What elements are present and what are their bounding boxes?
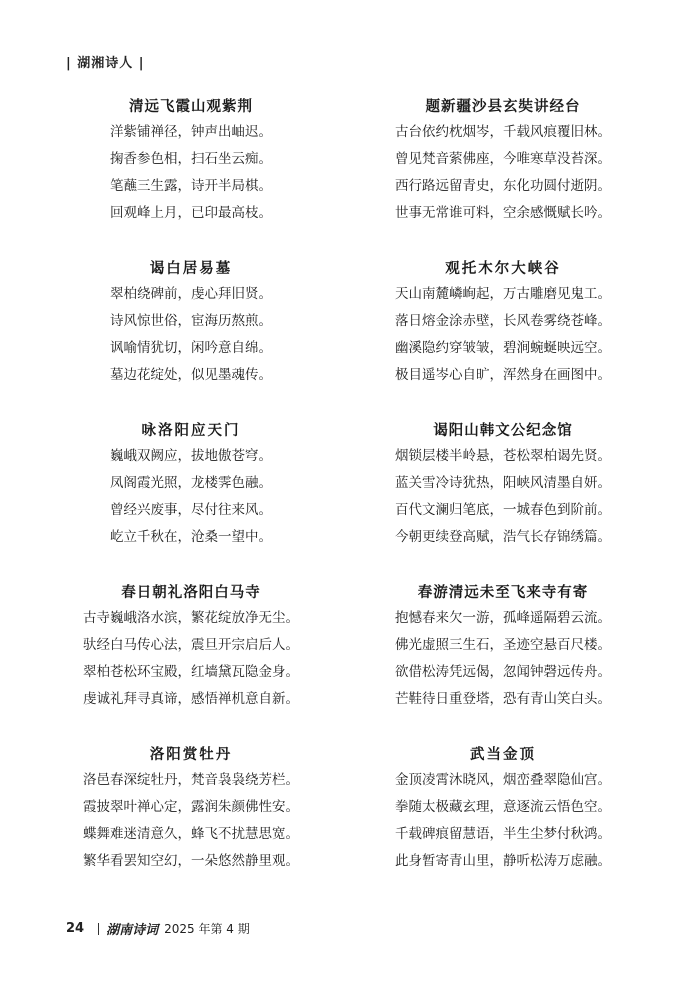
- poem: [378, 259, 628, 421]
- poem-line: 烟锁层楼半岭悬，苍松翠柏谒先贤。: [395, 448, 611, 464]
- poem-line: 笔蘸三生露，诗开半局棋。: [110, 178, 272, 194]
- poem-title: 武当金顶: [470, 746, 536, 763]
- poem-line: 驮经白马传心法，震旦开宗启后人。: [83, 637, 299, 653]
- poem-line: 世事无常谁可料，空余感慨赋长吟。: [395, 205, 611, 221]
- poem-line: 繁华看罢知空幻，一朵悠然静里观。: [83, 853, 299, 869]
- journal-logo: 湖南诗词: [106, 923, 159, 938]
- poem-title: 谒白居易墓: [149, 260, 233, 277]
- poem-title: 洛阳赏牡丹: [149, 746, 233, 763]
- poem: [378, 583, 628, 745]
- poem-line: 曾经兴废事，尽付往来风。: [110, 502, 272, 518]
- poem-line: 拳随太极藏玄理，意逐流云悟色空。: [395, 799, 611, 815]
- poem-line: 落日熔金涂赤壁，长风卷雾绕苍峰。: [395, 313, 611, 329]
- poem-line: 千载碑痕留慧语，半生尘梦付秋鸿。: [395, 826, 611, 842]
- poem: [378, 745, 628, 907]
- poem-title: 题新疆沙县玄奘讲经台: [425, 98, 581, 115]
- poem: [66, 583, 316, 745]
- poem-line: 洋紫铺禅径，钟声出岫迟。: [110, 124, 272, 140]
- poem: [66, 259, 316, 421]
- poem-line: 幽溪隐约穿皱皱，碧涧蜿蜒映远空。: [395, 340, 611, 356]
- poem-title: 观托木尔大峡谷: [445, 260, 561, 277]
- poem: [66, 745, 316, 907]
- poem: [378, 97, 628, 259]
- poem-line: 屹立千秋在，沧桑一望中。: [110, 529, 272, 545]
- poem-line: 讽喻情犹切，闲吟意自绵。: [110, 340, 272, 356]
- poem-line: 虔诚礼拜寻真谛，感悟禅机意自新。: [83, 691, 299, 707]
- poem-line: 西行路远留青史，东化功圆付逝阴。: [395, 178, 611, 194]
- poem-line: 巍峨双阙应，拔地傲苍穹。: [110, 448, 272, 464]
- poem-line: 欲借松涛凭远偈，忽闻钟磬远传舟。: [395, 664, 611, 680]
- poem: [66, 97, 316, 259]
- poem-line: 翠柏绕碑前，虔心拜旧贤。: [110, 286, 272, 302]
- poem-line: 天山南麓嶙峋起，万古雕磨见鬼工。: [395, 286, 611, 302]
- poem-line: 百代文澜归笔底，一城春色到阶前。: [395, 502, 611, 518]
- poem-title: 春日朝礼洛阳白马寺: [121, 584, 261, 601]
- poem-line: 墓边花绽处，似见墨魂传。: [110, 367, 272, 383]
- poem-title: 咏洛阳应天门: [141, 422, 241, 439]
- poem-line: 霞披翠叶禅心定，露润朱颜佛性安。: [83, 799, 299, 815]
- page-number: 24: [66, 921, 85, 936]
- poem-line: 金顶凌霄沐晓风，烟峦叠翠隐仙宫。: [395, 772, 611, 788]
- poem: [66, 421, 316, 583]
- poem-line: 凤阁霞光照，龙楼霁色融。: [110, 475, 272, 491]
- poem-title: 春游清远未至飞来寺有寄: [417, 584, 589, 601]
- poem-line: 洛邑春深绽牡丹，梵音袅袅绕芳栏。: [83, 772, 299, 788]
- poem-title: 谒阳山韩文公纪念馆: [433, 422, 573, 439]
- poem-line: 极目遥岑心自旷，浑然身在画图中。: [395, 367, 611, 383]
- poem-line: 古台依约枕烟岑，千载风痕覆旧林。: [395, 124, 611, 140]
- right-column: [378, 97, 628, 907]
- poem: [378, 421, 628, 583]
- poem-title: 清远飞霞山观紫荆: [129, 98, 253, 115]
- poem-line: 抱憾春来欠一游，孤峰遥隔碧云流。: [395, 610, 611, 626]
- section-header: | 湖湘诗人 |: [66, 56, 145, 71]
- left-column: [66, 97, 316, 907]
- poem-line: 古寺巍峨洛水滨，繁花绽放净无尘。: [83, 610, 299, 626]
- footer-divider: [98, 923, 99, 935]
- poem-line: 诗风惊世俗，宦海历熬煎。: [110, 313, 272, 329]
- poem-line: 回观峰上月，已印最高枝。: [110, 205, 272, 221]
- poem-line: 佛光虚照三生石，圣迹空悬百尺楼。: [395, 637, 611, 653]
- poem-line: 蓝关雪冷诗犹热，阳峡风清墨自妍。: [395, 475, 611, 491]
- poem-line: 此身暂寄青山里，静听松涛万虑融。: [395, 853, 611, 869]
- poem-line: 蝶舞难迷清意久，蜂飞不扰慧思宽。: [83, 826, 299, 842]
- poem-line: 芒鞋待日重登塔，恐有青山笑白头。: [395, 691, 611, 707]
- poem-line: 翠柏苍松环宝殿，红墙黛瓦隐金身。: [83, 664, 299, 680]
- issue-label: 2025 年第 4 期: [164, 922, 250, 936]
- poem-line: 今朝更续登高赋，浩气长存锦绣篇。: [395, 529, 611, 545]
- poem-line: 掬香参色相，扫石坐云痴。: [110, 151, 272, 167]
- page-footer: [66, 919, 250, 938]
- poem-line: 曾见梵音萦佛座，今唯寒草没苔深。: [395, 151, 611, 167]
